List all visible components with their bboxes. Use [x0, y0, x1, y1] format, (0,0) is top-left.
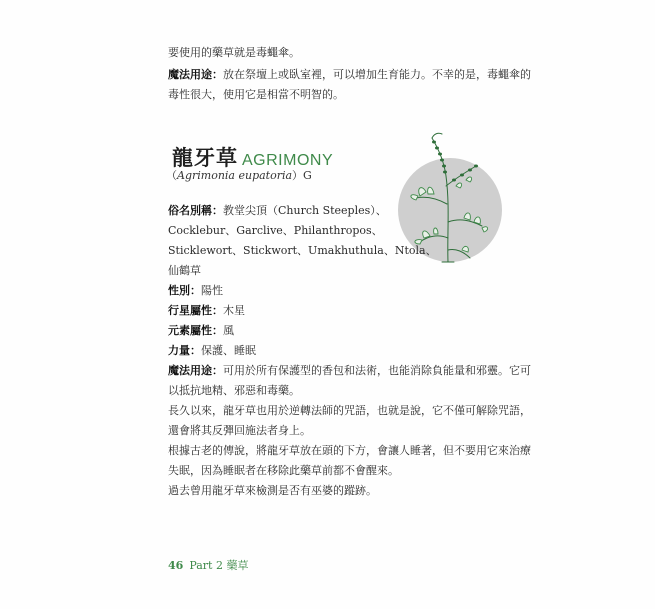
para4-line-1 [168, 483, 377, 499]
uses-label: 魔法用途： [168, 364, 223, 377]
common-names-line-1 [168, 203, 387, 219]
gender-value: 陽性 [201, 284, 223, 297]
uses-line-2 [168, 383, 300, 399]
uses-text-2: 以抵抗地精、邪惡和毒藥。 [168, 384, 300, 397]
page-number: 46 [168, 559, 184, 572]
prev-magic-text: 放在祭壇上或臥室裡，可以增加生育能力。不幸的是，毒蠅傘的 [223, 68, 531, 81]
power-label: 力量： [168, 344, 201, 357]
common-names-text-3: Sticklewort、Stickwort、Umakhuthula、Ntola、 [168, 244, 437, 257]
intro-text: 要使用的藥草就是毒蠅傘。 [168, 46, 300, 59]
para2-text-1: 長久以來，龍牙草也用於逆轉法師的咒語，也就是說，它不僅可解除咒語， [168, 404, 531, 417]
para2-line-2 [168, 423, 311, 439]
gender-label: 性別： [168, 284, 201, 297]
para3-text-2: 失眠，因為睡眠者在移除此藥草前都不會醒來。 [168, 464, 399, 477]
para4-text-1: 過去曾用龍牙草來檢測是否有巫婆的蹤跡。 [168, 484, 377, 497]
para2-line-1 [168, 403, 531, 419]
common-names-line-2 [168, 223, 383, 239]
planet-value: 木星 [223, 304, 245, 317]
uses-line-1 [168, 363, 531, 379]
prev-magic-line [168, 67, 531, 83]
prev-magic-text-2: 毒性很大，使用它是相當不明智的。 [168, 88, 344, 101]
prev-magic-label: 魔法用途： [168, 68, 223, 81]
gender-line [168, 283, 223, 299]
common-names-text-2: Cocklebur、Garclive、Philanthropos、 [168, 224, 383, 237]
para2-text-2: 還會將其反彈回施法者身上。 [168, 424, 311, 437]
common-names-text-1: 教堂尖頂（Church Steeples）、 [223, 204, 387, 217]
common-names-text-4: 仙鶴草 [168, 264, 201, 277]
power-value: 保護、睡眠 [201, 344, 256, 357]
element-value: 風 [223, 324, 234, 337]
power-line [168, 343, 256, 359]
latin-name-line [166, 167, 312, 183]
intro-line [168, 45, 300, 61]
para3-line-2 [168, 463, 399, 479]
element-line [168, 323, 234, 339]
latin-close: ）G [292, 169, 312, 182]
planet-label: 行星屬性： [168, 304, 223, 317]
latin-open: （ [166, 169, 177, 182]
latin-name: Agrimonia eupatoria [177, 169, 293, 182]
para3-line-1 [168, 443, 531, 459]
planet-line [168, 303, 245, 319]
prev-magic-line-2 [168, 87, 344, 103]
entry-title-en: AGRIMONY [242, 152, 334, 169]
common-names-label: 俗名別稱： [168, 204, 223, 217]
uses-text-1: 可用於所有保護型的香包和法術，也能消除負能量和邪靈。它可 [223, 364, 531, 377]
element-label: 元素屬性： [168, 324, 223, 337]
common-names-line-3 [168, 243, 437, 259]
common-names-line-4 [168, 263, 201, 279]
para3-text-1: 根據古老的傳說，將龍牙草放在頭的下方，會讓人睡著，但不要用它來治療 [168, 444, 531, 457]
page-footer [168, 557, 248, 573]
entry-title-zh: 龍牙草 [172, 145, 238, 170]
section-label: Part 2 藥草 [189, 559, 249, 572]
